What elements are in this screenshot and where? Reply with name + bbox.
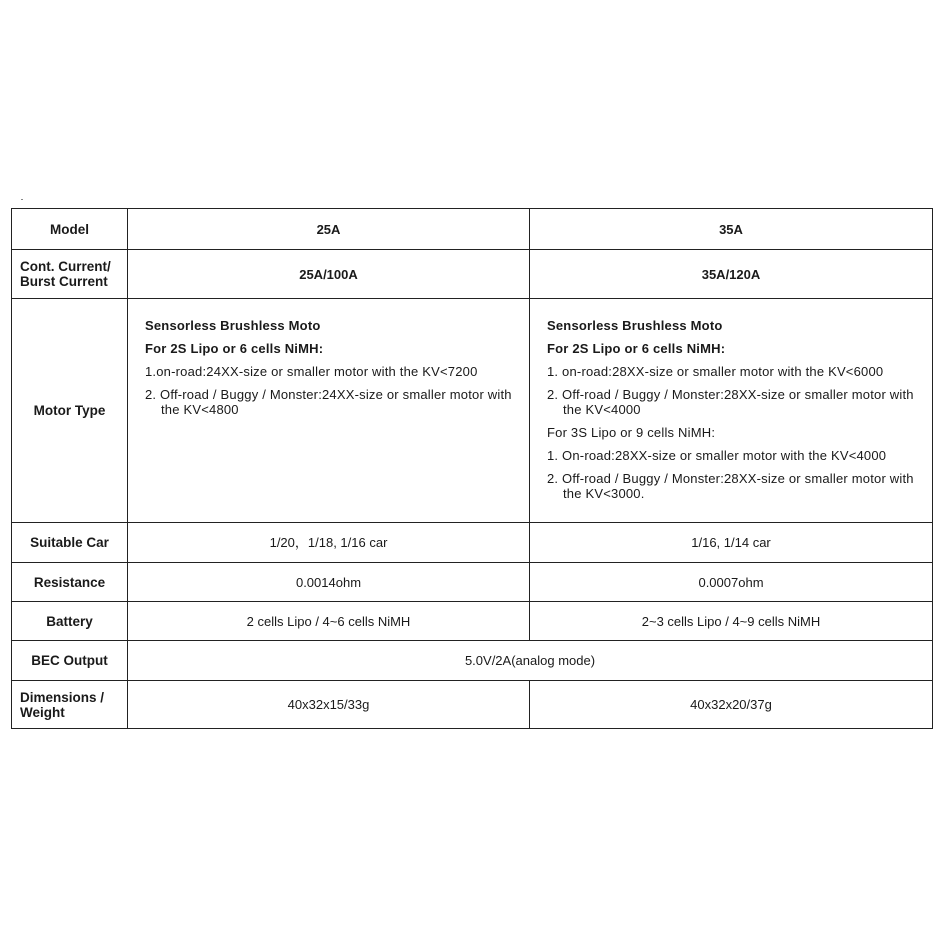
label-motor: Motor Type xyxy=(12,299,128,523)
label-battery: Battery xyxy=(12,602,128,641)
spec-table xyxy=(11,208,933,729)
dimensions-35a: 40x32x20/37g xyxy=(530,681,933,729)
motor-35a-title: Sensorless Brushless Moto xyxy=(547,318,723,333)
model-35a: 35A xyxy=(530,209,933,250)
motor-35a-item-1: 1. on-road:28XX-size or smaller motor with the KV<6000 xyxy=(547,364,884,379)
motor-35a-item2-1: 1. On-road:28XX-size or smaller motor with the KV<4000 xyxy=(547,448,887,463)
bec-value: 5.0V/2A(analog mode) xyxy=(128,641,933,681)
label-model: Model xyxy=(12,209,128,250)
current-35a: 35A/120A xyxy=(530,250,933,299)
motor-25a-sub: For 2S Lipo or 6 cells NiMH: xyxy=(145,341,324,356)
motor-25a xyxy=(128,299,530,523)
label-dimensions-line1: Dimensions / xyxy=(20,689,105,705)
motor-25a-title: Sensorless Brushless Moto xyxy=(145,318,321,333)
label-resistance: Resistance xyxy=(12,563,128,602)
motor-35a-item2-2: 2. Off-road / Buggy / Monster:28XX-size or smaller motor with the KV<3000. xyxy=(547,471,914,501)
label-current xyxy=(12,250,128,299)
label-dimensions-line2: Weight xyxy=(20,704,65,720)
motor-35a-item-2: 2. Off-road / Buggy / Monster:28XX-size or smaller motor with the KV<4000 xyxy=(547,387,914,417)
row-dimensions xyxy=(12,681,933,729)
stray-dot xyxy=(21,199,23,200)
row-battery xyxy=(12,602,933,641)
label-current-line2: Burst Current xyxy=(20,274,108,289)
model-25a: 25A xyxy=(128,209,530,250)
label-bec: BEC Output xyxy=(12,641,128,681)
motor-25a-item-1: 1.on-road:24XX-size or smaller motor with the KV<7200 xyxy=(145,364,478,379)
current-25a: 25A/100A xyxy=(128,250,530,299)
motor-35a-sub: For 2S Lipo or 6 cells NiMH: xyxy=(547,341,726,356)
resistance-35a: 0.0007ohm xyxy=(530,563,933,602)
motor-25a-item-2: 2. Off-road / Buggy / Monster:24XX-size or smaller motor with the KV<4800 xyxy=(145,387,512,417)
label-dimensions xyxy=(12,681,128,729)
row-model xyxy=(12,209,933,250)
row-resistance xyxy=(12,563,933,602)
resistance-25a: 0.0014ohm xyxy=(128,563,530,602)
row-bec xyxy=(12,641,933,681)
battery-25a: 2 cells Lipo / 4~6 cells NiMH xyxy=(128,602,530,641)
row-current xyxy=(12,250,933,299)
car-35a: 1/16, 1/14 car xyxy=(530,523,933,563)
label-current-line1: Cont. Current/ xyxy=(20,259,111,274)
motor-35a-sub2: For 3S Lipo or 9 cells NiMH: xyxy=(547,425,716,440)
row-motor xyxy=(12,299,933,523)
battery-35a: 2~3 cells Lipo / 4~9 cells NiMH xyxy=(530,602,933,641)
label-car: Suitable Car xyxy=(12,523,128,563)
row-car xyxy=(12,523,933,563)
dimensions-25a: 40x32x15/33g xyxy=(128,681,530,729)
car-25a: 1/20，1/18, 1/16 car xyxy=(128,523,530,563)
motor-35a xyxy=(530,299,933,523)
